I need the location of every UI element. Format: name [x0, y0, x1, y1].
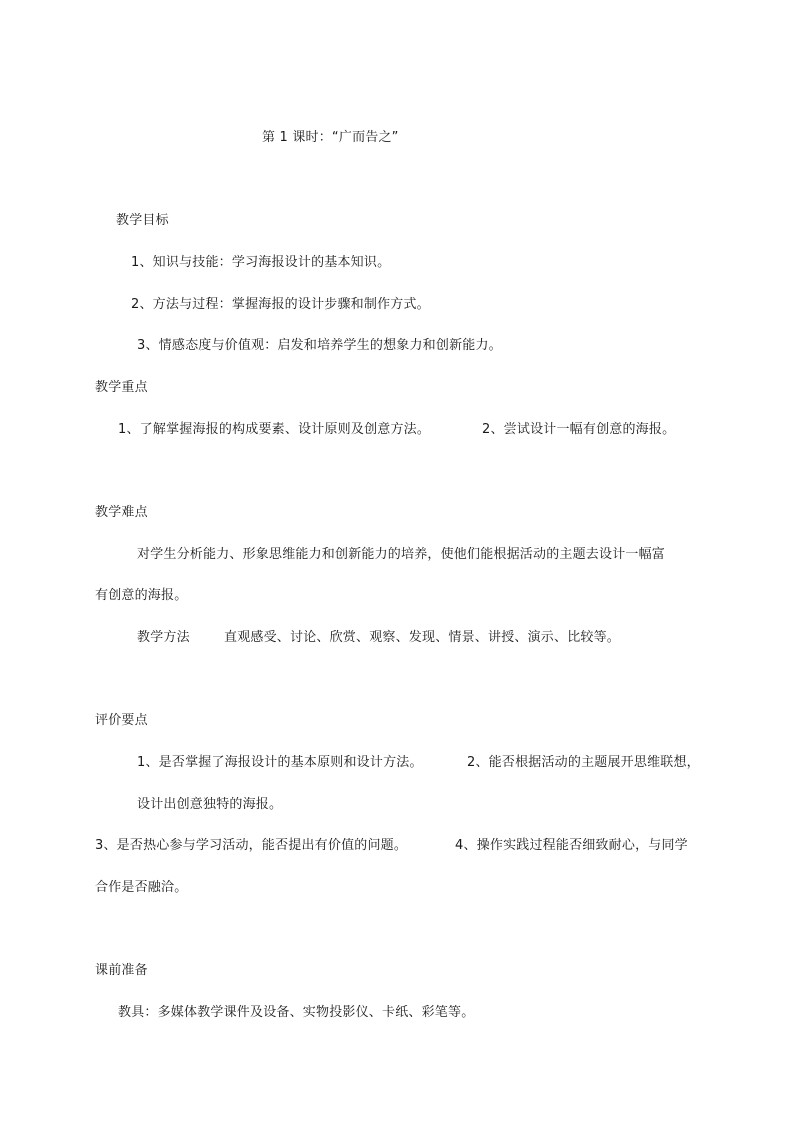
evaluation-heading: 评价要点	[95, 713, 148, 728]
evaluation-item-2: 2、能否根据活动的主题展开思维联想，	[467, 755, 700, 770]
objectives-heading: 教学目标	[116, 213, 169, 228]
preparation-text: 教具：多媒体教学课件及设备、实物投影仪、卡纸、彩笔等。	[118, 1005, 475, 1020]
evaluation-item-2-cont: 设计出创意独特的海报。	[137, 797, 283, 812]
preparation-heading: 课前准备	[95, 963, 148, 978]
evaluation-item-4: 4、操作实践过程能否细致耐心，与同学	[455, 838, 688, 853]
objective-item-2: 2、方法与过程：掌握海报的设计步骤和制作方式。	[131, 297, 430, 312]
difficulties-text-line2: 有创意的海报。	[95, 588, 188, 603]
lesson-title: 第 1 课时：“广而告之”	[262, 130, 399, 145]
methods-label: 教学方法	[137, 630, 190, 645]
key-point-item-1: 1、了解掌握海报的构成要素、设计原则及创意方法。	[118, 422, 431, 437]
methods-text: 直观感受、讨论、欣赏、观察、发现、情景、讲授、演示、比较等。	[224, 630, 621, 645]
evaluation-item-1: 1、是否掌握了海报设计的基本原则和设计方法。	[137, 755, 423, 770]
difficulties-heading: 教学难点	[95, 505, 148, 520]
key-point-item-2: 2、尝试设计一幅有创意的海报。	[482, 422, 676, 437]
difficulties-text-line1: 对学生分析能力、形象思维能力和创新能力的培养，使他们能根据活动的主题去设计一幅富	[137, 547, 666, 562]
objective-item-1: 1、知识与技能：学习海报设计的基本知识。	[131, 255, 391, 270]
key-points-heading: 教学重点	[95, 380, 148, 395]
evaluation-item-3: 3、是否热心参与学习活动，能否提出有价值的问题。	[95, 838, 408, 853]
evaluation-item-4-cont: 合作是否融洽。	[95, 880, 188, 895]
objective-item-3: 3、情感态度与价值观：启发和培养学生的想象力和创新能力。	[137, 338, 502, 353]
